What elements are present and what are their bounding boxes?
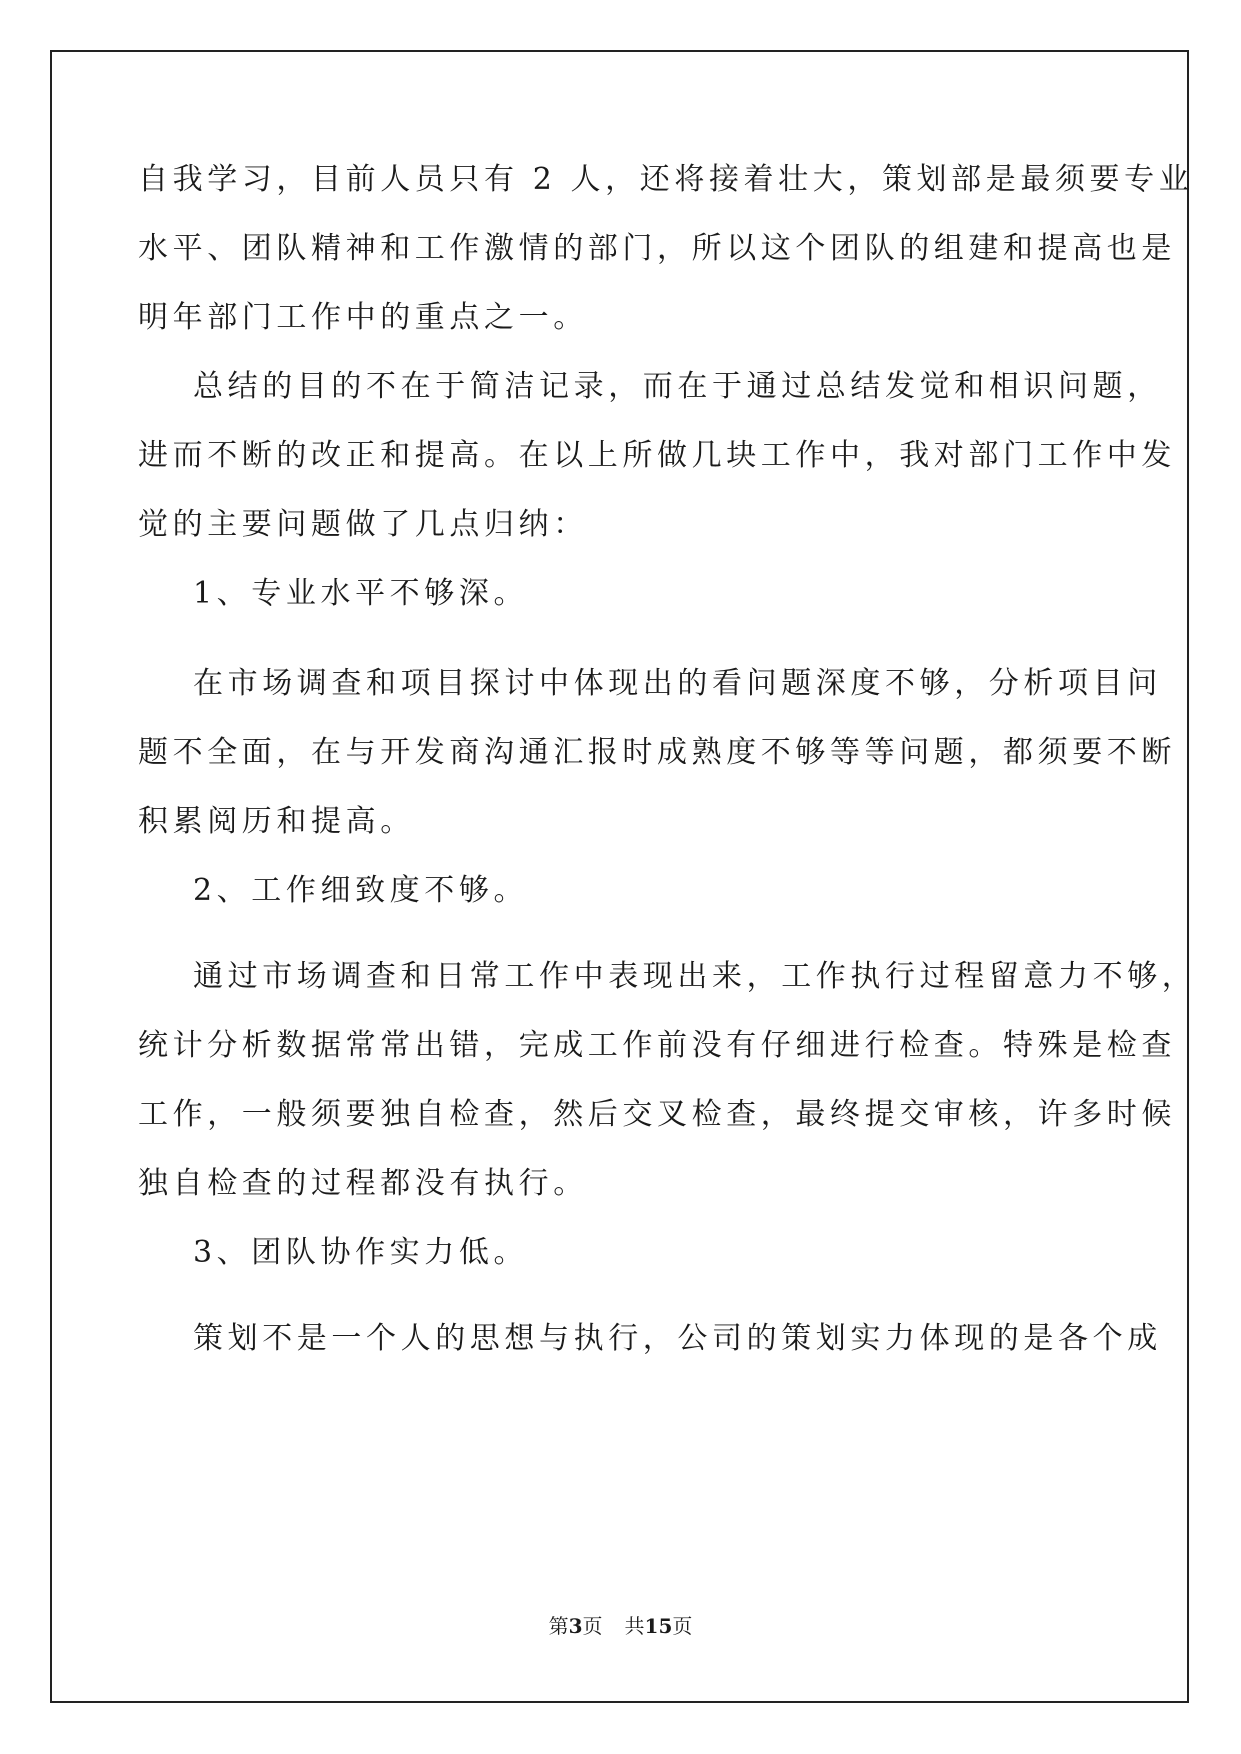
page-prefix: 第 (548, 1614, 569, 1638)
page-total: 15 (644, 1614, 673, 1638)
text-line: 统计分析数据常常出错，完成工作前没有仔细进行检查。特殊是检查 (138, 1028, 1176, 1063)
text-line: 自我学习，目前人员只有 2 人，还将接着壮大，策划部是最须要专业 (138, 162, 1194, 197)
text-line: 进而不断的改正和提高。在以上所做几块工作中，我对部门工作中发 (138, 438, 1176, 473)
text-line: 题不全面，在与开发商沟通汇报时成熟度不够等等问题，都须要不断 (138, 735, 1176, 770)
text-line: 独自检查的过程都没有执行。 (138, 1166, 588, 1201)
text-line: 积累阅历和提高。 (138, 804, 415, 839)
list-heading: 2、工作细致度不够。 (193, 873, 529, 908)
text-line: 觉的主要问题做了几点归纳： (138, 507, 588, 542)
text-line: 总结的目的不在于简洁记录，而在于通过总结发觉和相识问题， (193, 369, 1162, 404)
text-line: 水平、团队精神和工作激情的部门，所以这个团队的组建和提高也是 (138, 231, 1176, 266)
text-line: 工作，一般须要独自检查，然后交叉检查，最终提交审核，许多时候 (138, 1097, 1176, 1132)
page-unit: 页 (582, 1614, 603, 1638)
list-heading: 3、团队协作实力低。 (193, 1235, 529, 1270)
text-line: 明年部门工作中的重点之一。 (138, 300, 588, 335)
text-line: 通过市场调查和日常工作中表现出来，工作执行过程留意力不够， (193, 959, 1197, 994)
text-line: 在市场调查和项目探讨中体现出的看问题深度不够，分析项目问 (193, 666, 1162, 701)
total-prefix: 共 (624, 1614, 645, 1638)
text-line: 策划不是一个人的思想与执行，公司的策划实力体现的是各个成 (193, 1321, 1162, 1356)
total-unit: 页 (672, 1614, 693, 1638)
page-number: 3 (568, 1614, 583, 1638)
page-footer (0, 1613, 1241, 1639)
list-heading: 1、专业水平不够深。 (193, 576, 529, 611)
